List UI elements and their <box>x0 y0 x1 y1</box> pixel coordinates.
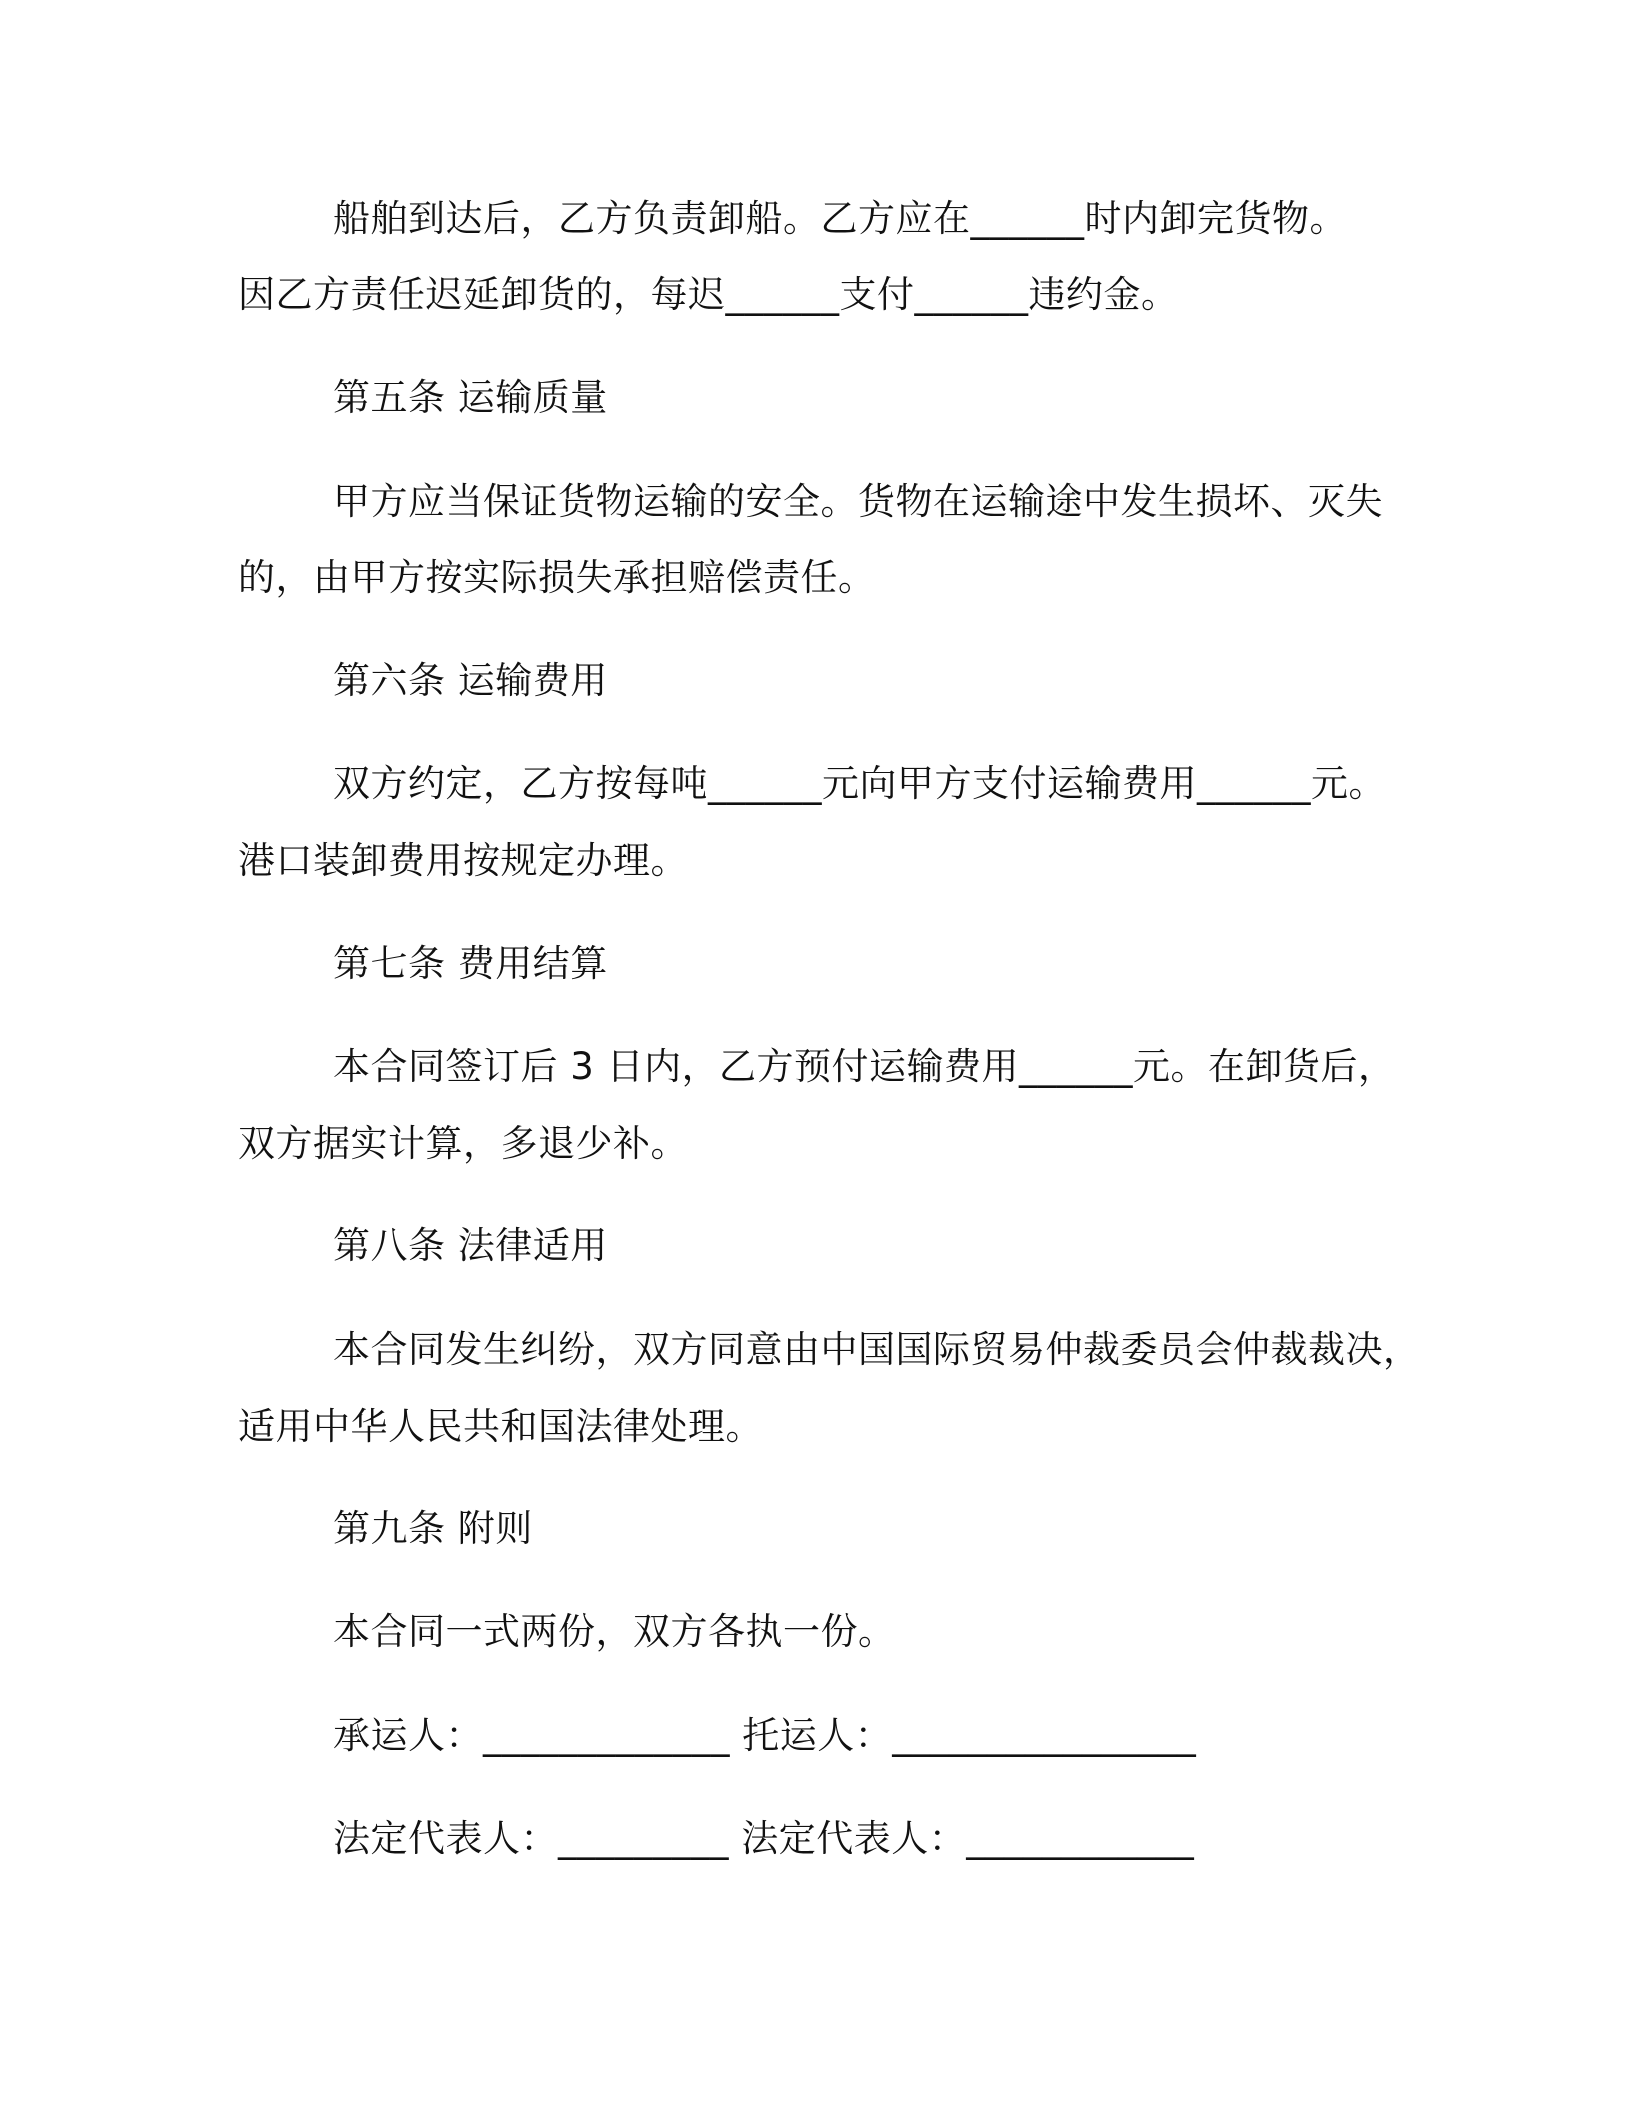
article-7-heading: 第七条 费用结算 <box>333 942 608 985</box>
signature-carrier-shipper: 承运人：_____________ 托运人：________________ <box>333 1714 1197 1757</box>
article-9-line-1: 本合同一式两份，双方各执一份。 <box>333 1610 896 1653</box>
unloading-line-1: 船舶到达后，乙方负责卸船。乙方应在______时内卸完货物。 <box>333 197 1347 240</box>
article-7-line-2: 双方据实计算，多退少补。 <box>238 1122 688 1165</box>
article-5-line-1: 甲方应当保证货物运输的安全。货物在运输途中发生损坏、灭失 <box>333 480 1383 523</box>
article-9-heading: 第九条 附则 <box>333 1507 533 1550</box>
article-6-line-2: 港口装卸费用按规定办理。 <box>238 839 688 882</box>
article-5-heading: 第五条 运输质量 <box>333 376 608 419</box>
signature-legal-representatives: 法定代表人：_________ 法定代表人：____________ <box>333 1817 1195 1860</box>
article-7-line-1: 本合同签订后 3 日内，乙方预付运输费用______元。在卸货后， <box>333 1045 1396 1088</box>
article-6-heading: 第六条 运输费用 <box>333 659 608 702</box>
article-8-line-2: 适用中华人民共和国法律处理。 <box>238 1405 763 1448</box>
article-6-line-1: 双方约定，乙方按每吨______元向甲方支付运输费用______元。 <box>333 762 1386 805</box>
article-8-line-1: 本合同发生纠纷，双方同意由中国国际贸易仲裁委员会仲裁裁决， <box>333 1328 1421 1371</box>
article-5-line-2: 的，由甲方按实际损失承担赔偿责任。 <box>238 556 876 599</box>
article-8-heading: 第八条 法律适用 <box>333 1224 608 1267</box>
unloading-line-2: 因乙方责任迟延卸货的，每迟______支付______违约金。 <box>238 273 1179 316</box>
